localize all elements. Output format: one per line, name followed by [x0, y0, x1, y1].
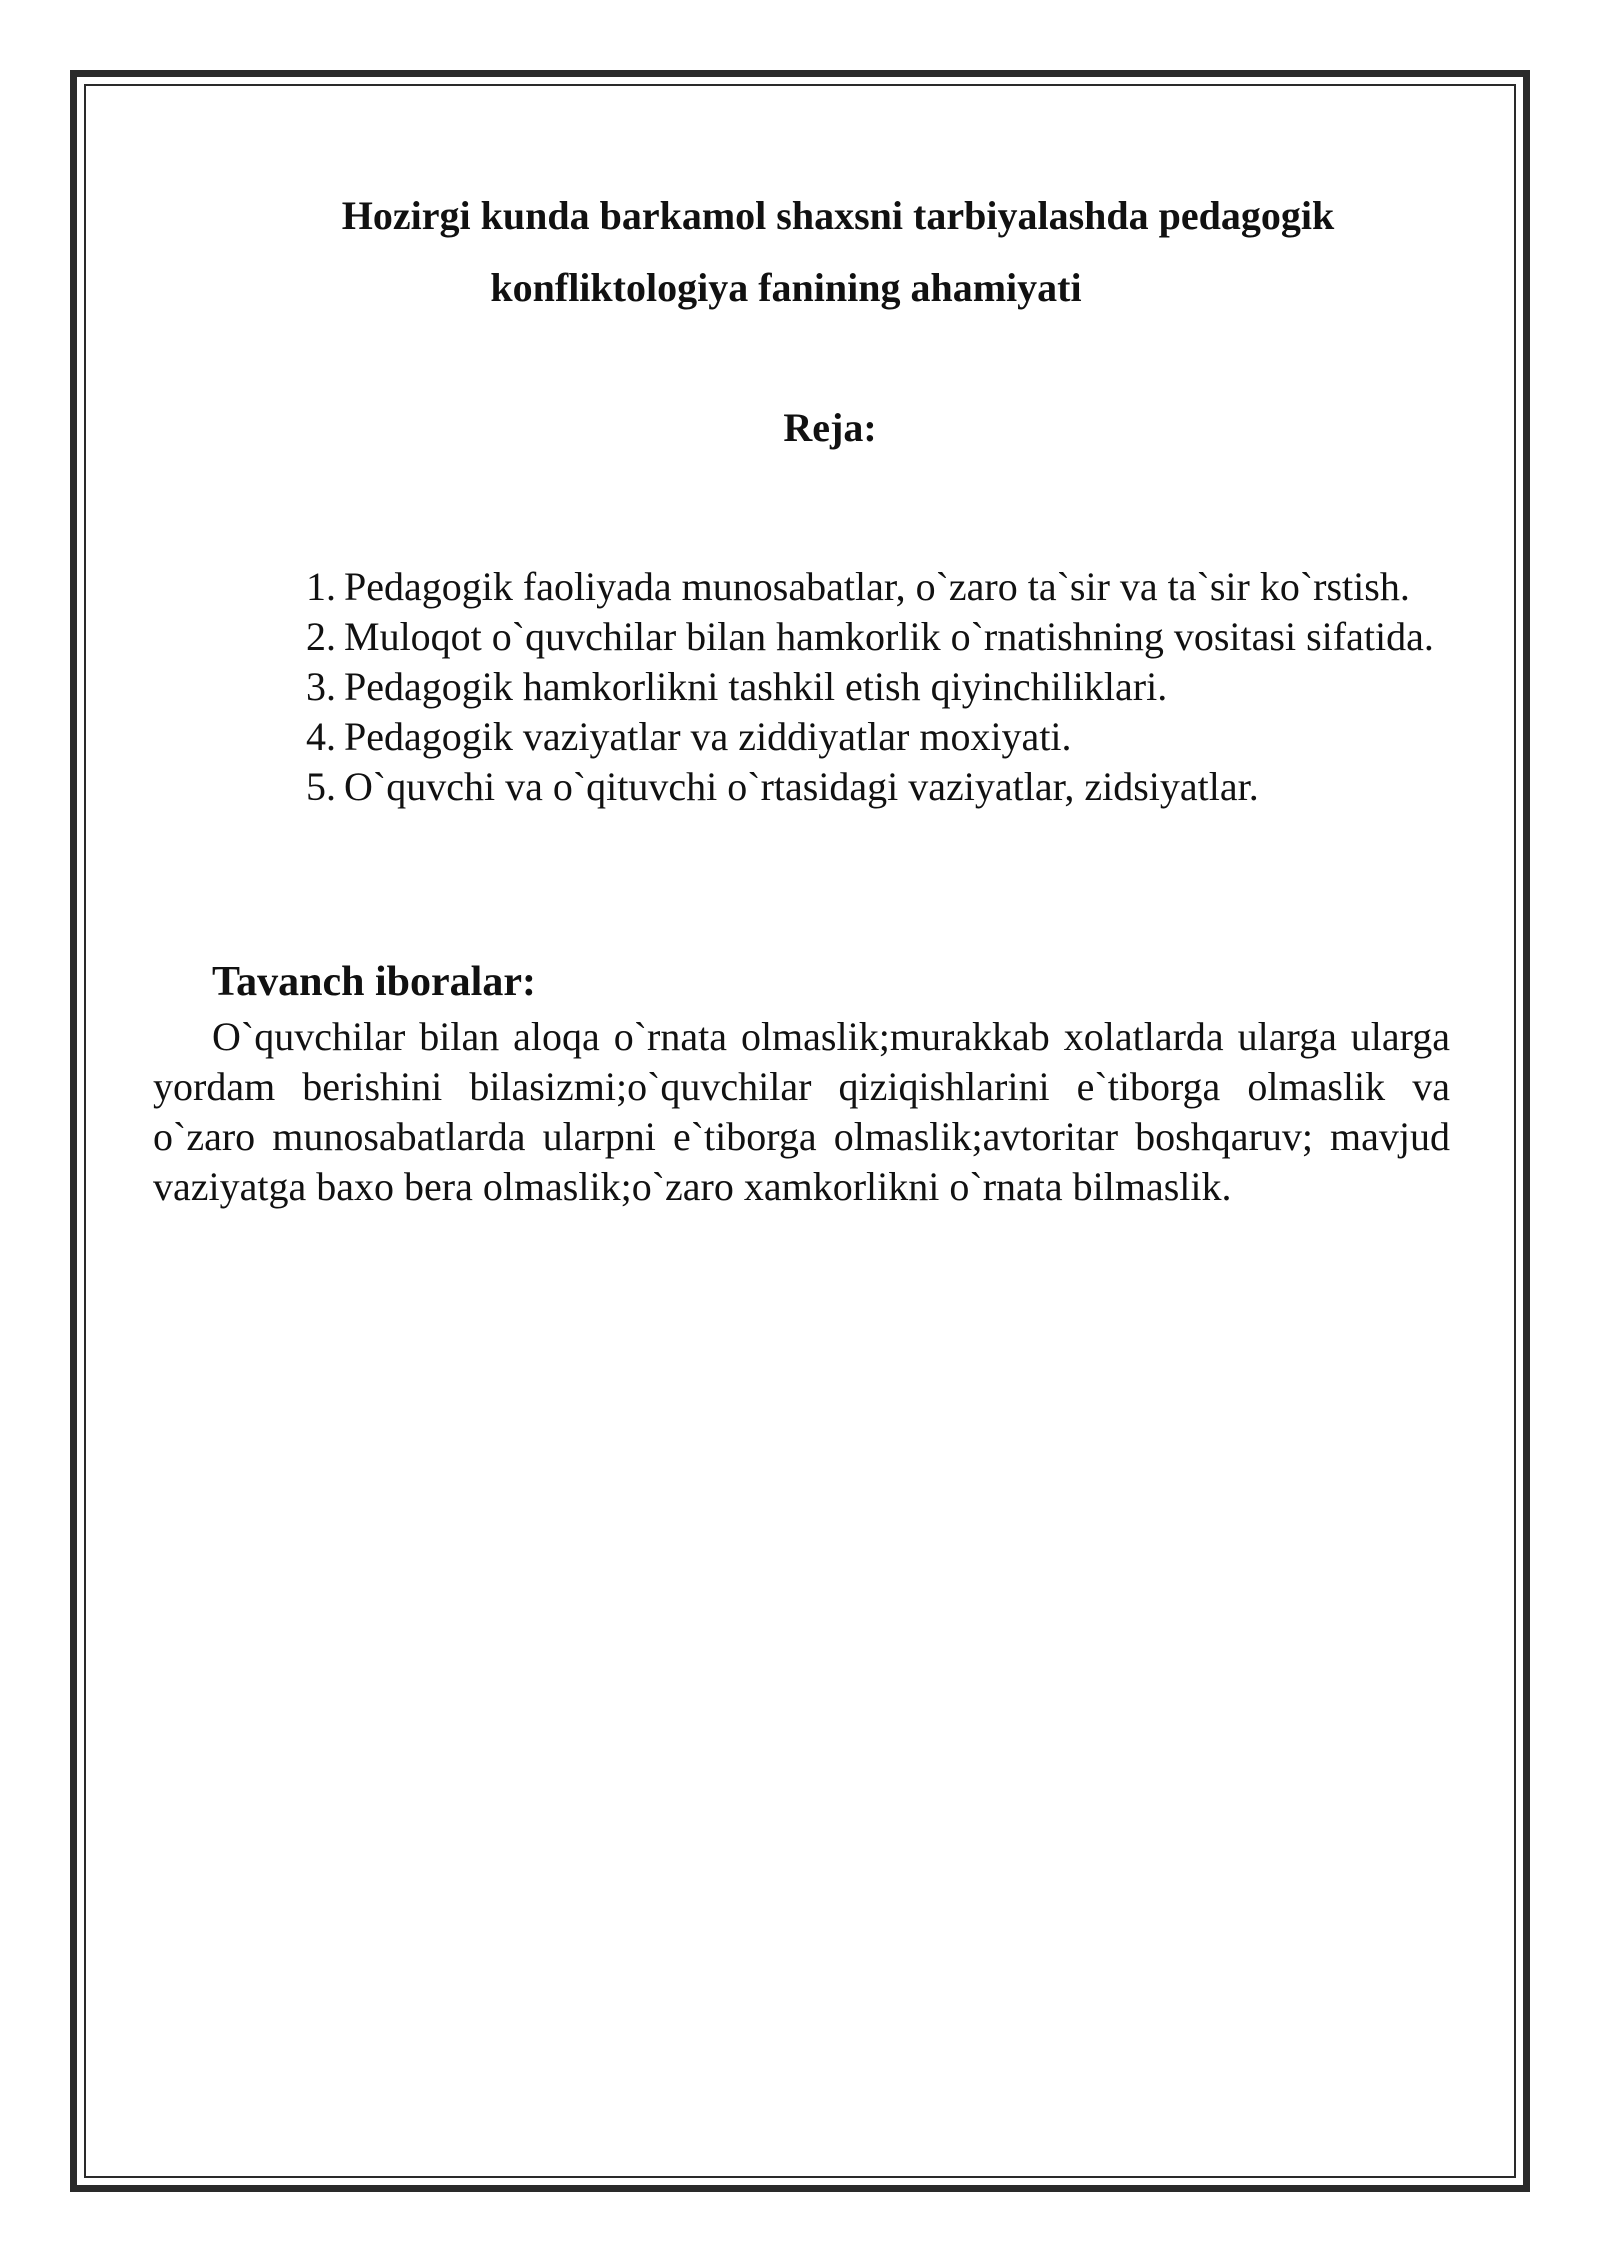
plan-item-number: 2.: [306, 614, 336, 659]
plan-item-number: 5.: [306, 764, 336, 809]
plan-item-text: Muloqot o`quvchilar bilan hamkorlik o`rnatishning vositasi sifatida.: [344, 614, 1434, 659]
plan-item-number: 4.: [306, 714, 336, 759]
plan-item-text: O`quvchi va o`qituvchi o`rtasidagi vaziyatlar, zidsiyatlar.: [344, 764, 1259, 809]
plan-item-2: [250, 612, 1450, 662]
keywords-heading: Tavanch iboralar:: [212, 959, 536, 1005]
plan-item-text: Pedagogik hamkorlikni tashkil etish qiyinchiliklari.: [344, 664, 1168, 709]
plan-item-number: 3.: [306, 664, 336, 709]
plan-item-3: [250, 662, 1450, 712]
plan-heading: Reja:: [783, 405, 877, 450]
plan-list: [250, 562, 1450, 812]
document-title-line-2: konfliktologiya fanining ahamiyati: [490, 265, 1082, 310]
keywords-paragraph: O`quvchilar bilan aloqa o`rnata olmaslik;murakkab xolatlarda ularga ularga yordam berishini bilasizmi;o`quvchilar qiziqishlarini e`tiborga olmaslik va o`zaro munosabatlarda ularpni e`tiborga olmaslik;avtoritar boshqaruv; mavjud vaziyatga baxo bera olmaslik;o`zaro xamkorlikni o`rnata bilmaslik.: [153, 1014, 1450, 1209]
plan-item-number: 1.: [306, 564, 336, 609]
plan-item-5: [250, 762, 1450, 812]
plan-item-text: Pedagogik faoliyada munosabatlar, o`zaro ta`sir va ta`sir ko`rstish.: [344, 564, 1410, 609]
plan-item-1: [250, 562, 1450, 612]
document-title-line-1: Hozirgi kunda barkamol shaxsni tarbiyalashda pedagogik: [341, 193, 1335, 238]
plan-item-4: [250, 712, 1450, 762]
plan-item-text: Pedagogik vaziyatlar va ziddiyatlar moxiyati.: [344, 714, 1072, 759]
